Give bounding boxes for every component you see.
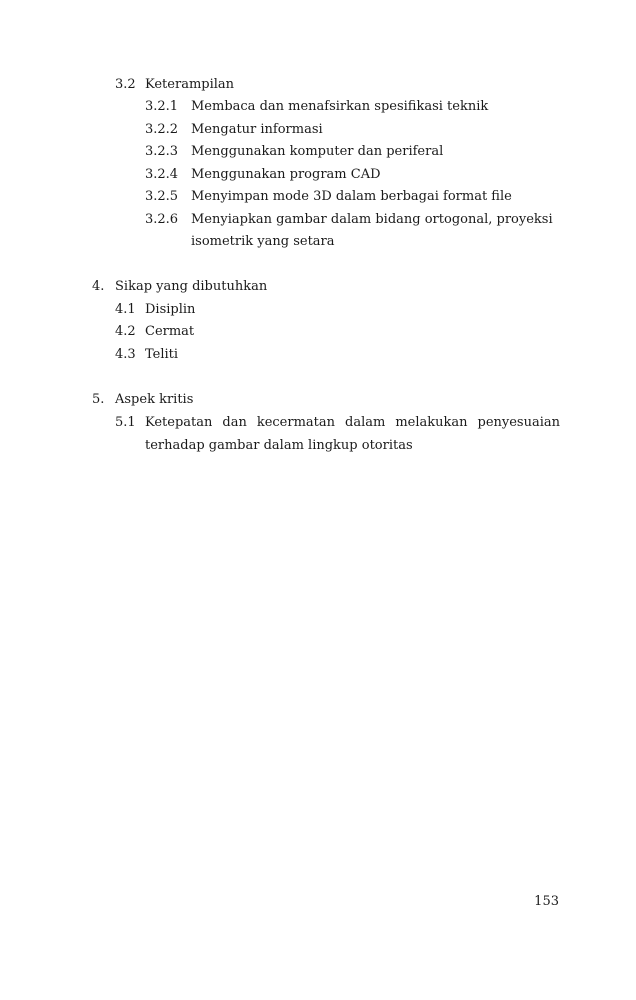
item-text: Cermat — [145, 324, 195, 339]
item-number: 4.1 — [115, 302, 136, 317]
item-number: 3.2.3 — [145, 144, 179, 159]
section-title: Sikap yang dibutuhkan — [115, 279, 268, 294]
item-number: 4.3 — [115, 347, 136, 362]
item-number: 4.2 — [115, 324, 136, 339]
item-text: Membaca dan menafsirkan spesifikasi teknik — [191, 99, 489, 114]
item-number: 3.2.2 — [145, 122, 179, 137]
item-number: 3.2.6 — [145, 212, 179, 227]
item-number: 3.2.1 — [145, 99, 179, 114]
list-item-5-1-text-line2: terhadap gambar dalam lingkup otoritas — [145, 438, 413, 453]
item-number: 3.2.4 — [145, 167, 179, 182]
page-number: 153 — [534, 894, 559, 909]
item-text: Menyimpan mode 3D dalam berbagai format file — [191, 189, 512, 204]
item-text: Disiplin — [145, 302, 196, 317]
item-text: Mengatur informasi — [191, 122, 323, 137]
list-item-5-1-number: 5.1 — [115, 415, 136, 430]
item-text: Menggunakan komputer dan periferal — [191, 144, 444, 159]
item-number: 3.2.5 — [145, 189, 179, 204]
section-title: Keterampilan — [145, 77, 235, 92]
section-number: 5. — [92, 392, 105, 407]
list-item-3-2-6-continuation: isometrik yang setara — [191, 234, 335, 249]
section-number: 3.2 — [115, 77, 136, 92]
section-title: Aspek kritis — [115, 392, 194, 407]
section-number: 4. — [92, 279, 105, 294]
item-text: Menyiapkan gambar dalam bidang ortogonal, proyeksi — [191, 212, 553, 227]
item-text: Teliti — [145, 347, 179, 362]
item-text: Menggunakan program CAD — [191, 167, 381, 182]
list-item-5-1-text-line1: Ketepatan dan kecermatan dalam melakukan penyesuaian — [145, 415, 560, 430]
